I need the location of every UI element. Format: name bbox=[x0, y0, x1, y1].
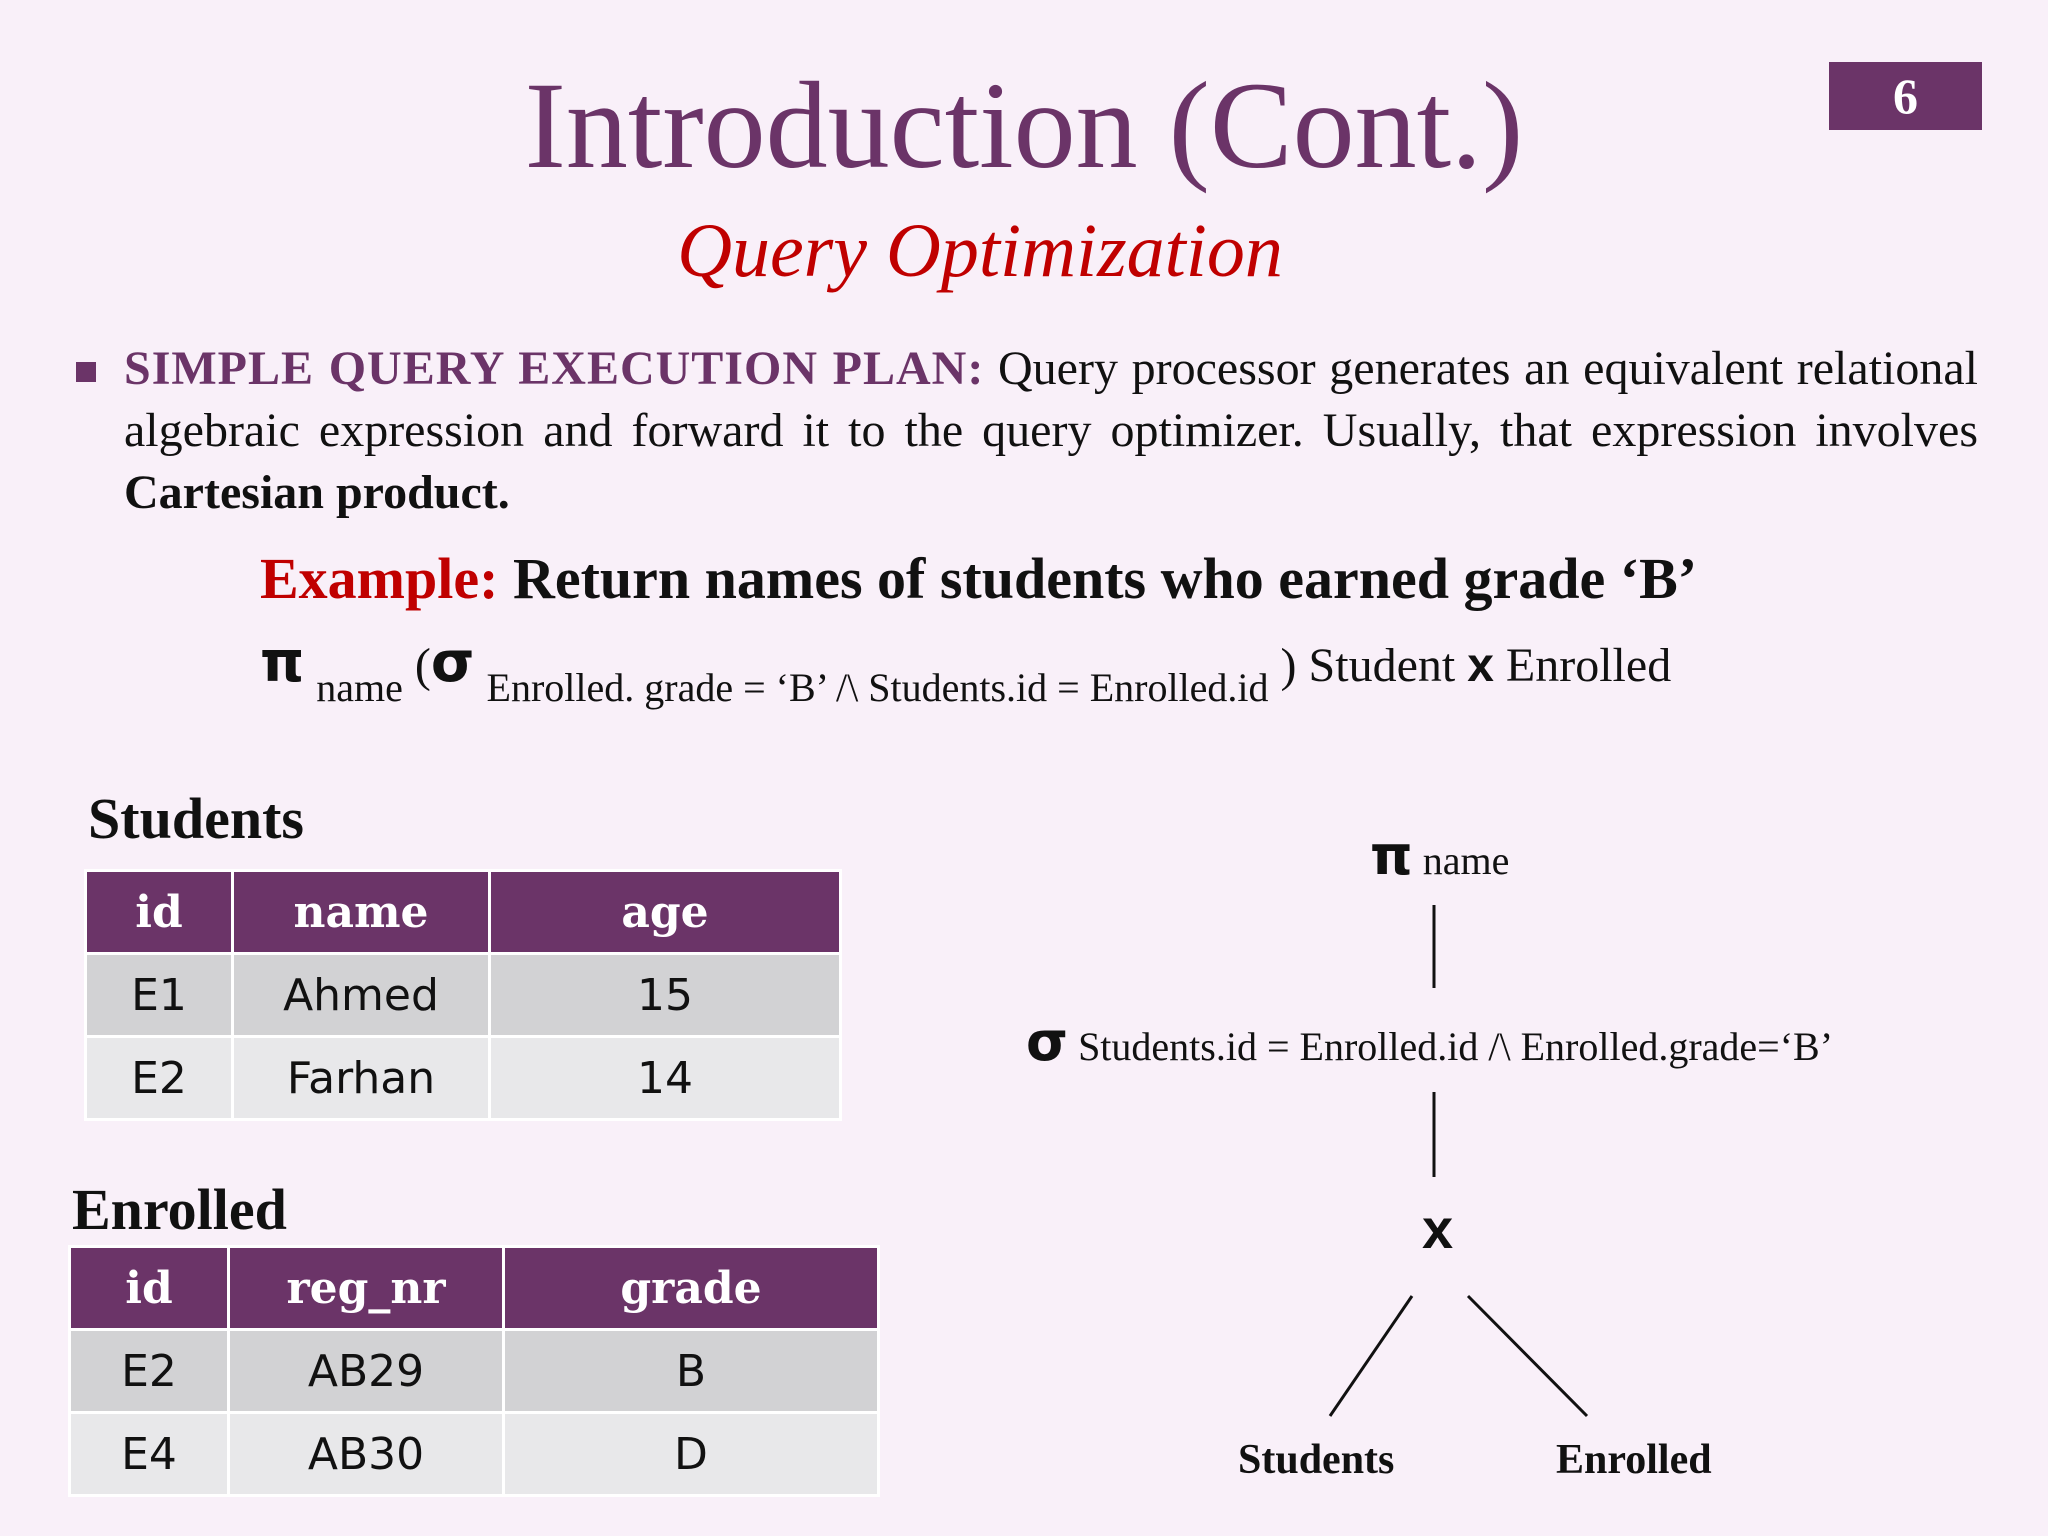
tree-projection-label: name bbox=[1422, 838, 1510, 883]
pi-icon: π bbox=[260, 630, 305, 695]
column-header: id bbox=[70, 1247, 229, 1330]
pi-subscript: name bbox=[316, 665, 403, 710]
table-cell: E1 bbox=[86, 954, 233, 1037]
tree-edge-join-enrolled bbox=[1468, 1296, 1587, 1416]
table-cell: Farhan bbox=[233, 1037, 490, 1120]
table-cell: AB29 bbox=[229, 1330, 504, 1413]
formula-right-relation: Enrolled bbox=[1505, 639, 1672, 692]
bullet-label: SIMPLE QUERY EXECUTION PLAN: bbox=[124, 342, 985, 395]
table-cell: D bbox=[504, 1413, 879, 1496]
table-cell: 14 bbox=[490, 1037, 841, 1120]
example-text: Return names of students who earned grade ‘B’ bbox=[498, 546, 1698, 611]
slide-subtitle: Query Optimization bbox=[677, 209, 1283, 293]
column-header: name bbox=[233, 871, 490, 954]
tree-leaf-students: Students bbox=[1238, 1437, 1395, 1483]
tree-projection-node bbox=[1370, 824, 1509, 887]
cartesian-product-symbol: x bbox=[1467, 639, 1494, 692]
example-label: Example: bbox=[260, 546, 499, 611]
tree-selection-label: Students.id = Enrolled.id /\ Enrolled.grade=‘B’ bbox=[1078, 1024, 1834, 1069]
table-cell: 15 bbox=[490, 954, 841, 1037]
slide-title: Introduction (Cont.) bbox=[524, 57, 1524, 194]
table-cell: E2 bbox=[86, 1037, 233, 1120]
enrolled-table-caption: Enrolled bbox=[72, 1177, 287, 1242]
column-header: reg_nr bbox=[229, 1247, 504, 1330]
table-cell: Ahmed bbox=[233, 954, 490, 1037]
column-header: age bbox=[490, 871, 841, 954]
sigma-subscript: Enrolled. grade = ‘B’ /\ Students.id = Enrolled.id bbox=[486, 665, 1269, 710]
sigma-icon: σ bbox=[430, 630, 475, 695]
table-cell: AB30 bbox=[229, 1413, 504, 1496]
tree-leaf-enrolled: Enrolled bbox=[1556, 1437, 1712, 1483]
tree-join-node: x bbox=[1422, 1197, 1454, 1260]
bullet-body: Query processor generates an equivalent relational algebraic expression and forward it to the query optimizer. Usually, that expression involves bbox=[124, 342, 1978, 457]
tree-edge-join-students bbox=[1330, 1296, 1412, 1416]
table-cell: E2 bbox=[70, 1330, 229, 1413]
pi-icon: π bbox=[1370, 824, 1413, 887]
slide-number-badge: 6 bbox=[1829, 62, 1982, 130]
tree-selection-node bbox=[1026, 1010, 1833, 1073]
formula-left-relation: Student bbox=[1308, 639, 1456, 692]
bullet-bold-end: Cartesian product. bbox=[124, 466, 510, 519]
students-table-caption: Students bbox=[88, 786, 304, 851]
column-header: grade bbox=[504, 1247, 879, 1330]
table-cell: E4 bbox=[70, 1413, 229, 1496]
formula-close-paren: ) bbox=[1280, 639, 1297, 692]
formula-open-paren: ( bbox=[414, 639, 431, 692]
table-cell: B bbox=[504, 1330, 879, 1413]
column-header: id bbox=[86, 871, 233, 954]
sigma-icon: σ bbox=[1026, 1010, 1069, 1073]
